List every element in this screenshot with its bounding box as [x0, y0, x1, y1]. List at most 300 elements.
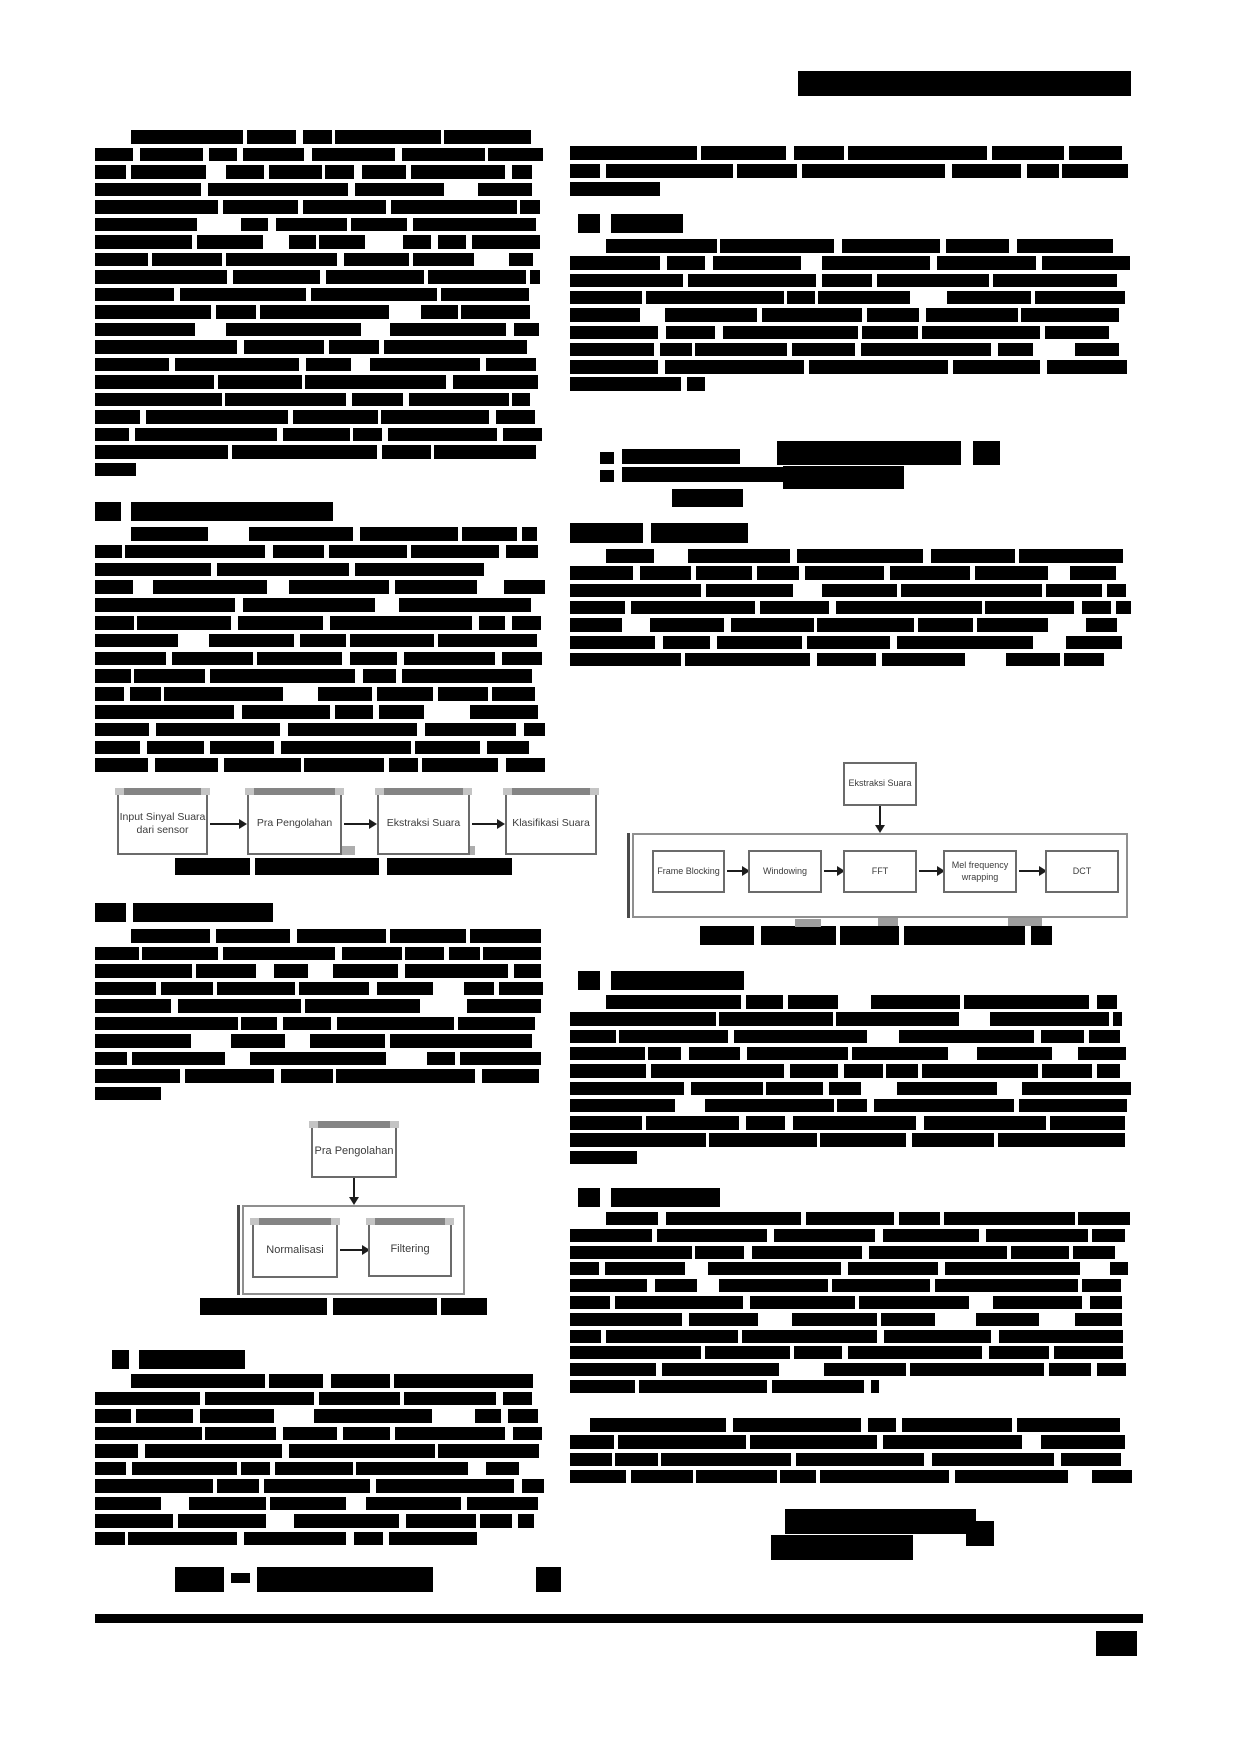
- redacted-block: [662, 1363, 779, 1376]
- redacted-block: [305, 375, 446, 389]
- arrow-head-icon: [349, 1197, 359, 1205]
- redacted-block: [733, 1418, 861, 1432]
- redacted-block: [389, 1532, 477, 1546]
- redacted-block: [244, 340, 324, 354]
- flow-box-windowing: [748, 850, 822, 893]
- redacted-block: [134, 669, 205, 683]
- redacted-block: [394, 1374, 533, 1388]
- redacted-block: [570, 1363, 656, 1376]
- redacted-block: [462, 527, 517, 541]
- redacted-block: [294, 1514, 399, 1528]
- redacted-block: [1069, 146, 1122, 160]
- redacted-block: [255, 858, 379, 875]
- redacted-block: [231, 1573, 250, 1583]
- redacted-block: [570, 1133, 706, 1147]
- redacted-block: [95, 669, 131, 683]
- redacted-block: [391, 200, 518, 214]
- redacted-block: [688, 549, 790, 563]
- redacted-block: [247, 130, 295, 144]
- redacted-block: [95, 410, 140, 424]
- redacted-block: [95, 1444, 138, 1458]
- redacted-block: [696, 566, 751, 580]
- redacted-block: [922, 1064, 1038, 1078]
- redacted-block: [688, 274, 816, 288]
- redacted-block: [570, 308, 640, 322]
- redacted-block: [95, 358, 169, 372]
- redacted-block: [836, 601, 982, 615]
- redacted-block: [146, 410, 288, 424]
- redacted-block: [618, 1435, 745, 1449]
- redacted-block: [935, 1279, 1078, 1292]
- redacted-block: [131, 165, 206, 179]
- redacted-block: [441, 288, 530, 302]
- redacted-block: [95, 270, 227, 284]
- redacted-block: [390, 1034, 532, 1048]
- redacted-block: [871, 995, 960, 1009]
- redacted-block: [945, 1262, 1080, 1275]
- redacted-block: [156, 723, 280, 737]
- redacted-block: [264, 1479, 370, 1493]
- redacted-block: [762, 308, 862, 322]
- redacted-block: [570, 1262, 599, 1275]
- redacted-block: [131, 1374, 265, 1388]
- redacted-block: [1008, 918, 1042, 926]
- redacted-block: [663, 636, 710, 650]
- redacted-block: [482, 1069, 539, 1083]
- arrow-head-icon: [239, 819, 247, 829]
- redacted-block: [1064, 653, 1104, 667]
- redacted-block: [514, 964, 542, 978]
- redacted-block: [570, 274, 683, 288]
- redacted-block: [305, 999, 420, 1013]
- redacted-block: [695, 1246, 744, 1259]
- redacted-block: [281, 741, 411, 755]
- arrow-line: [340, 1249, 362, 1251]
- redacted-block: [882, 653, 965, 667]
- redacted-block: [931, 549, 1015, 563]
- flow-box-ekstraksi-suara-parent: [843, 762, 917, 806]
- redacted-block: [95, 563, 211, 577]
- flow-box-fft: [843, 850, 917, 893]
- redacted-block: [837, 1099, 867, 1113]
- redacted-block: [977, 1047, 1052, 1061]
- redacted-block: [512, 393, 530, 407]
- redacted-block: [216, 305, 257, 319]
- redacted-block: [406, 1514, 476, 1528]
- redacted-block: [570, 256, 660, 270]
- redacted-block: [95, 1017, 238, 1031]
- redacted-block: [570, 291, 642, 305]
- redacted-block: [514, 323, 539, 337]
- redacted-block: [95, 1392, 200, 1406]
- redacted-block: [952, 164, 1021, 178]
- redacted-block: [226, 323, 361, 337]
- redacted-block: [461, 305, 529, 319]
- redacted-block: [153, 580, 267, 594]
- redacted-block: [734, 1030, 868, 1044]
- redacted-block: [95, 1532, 125, 1546]
- redacted-block: [1041, 1435, 1126, 1449]
- redacted-block: [136, 1409, 193, 1423]
- redacted-block: [95, 1087, 161, 1101]
- redacted-block: [746, 995, 783, 1009]
- redacted-block: [509, 253, 533, 267]
- redacted-block: [389, 758, 418, 772]
- redacted-block: [619, 1030, 727, 1044]
- redacted-block: [696, 1470, 777, 1484]
- redacted-block: [1049, 1363, 1091, 1376]
- redacted-block: [95, 1514, 173, 1528]
- redacted-block: [274, 964, 307, 978]
- redacted-block: [522, 527, 538, 541]
- redacted-block: [224, 758, 301, 772]
- redacted-block: [824, 1363, 906, 1376]
- redacted-block: [1035, 291, 1124, 305]
- redacted-block: [95, 253, 148, 267]
- flow-box-label: DCT: [1072, 865, 1092, 876]
- redacted-block: [486, 1462, 519, 1476]
- redacted-block: [355, 183, 444, 197]
- redacted-block: [95, 235, 192, 249]
- redacted-block: [95, 758, 148, 772]
- redacted-block: [241, 1462, 269, 1476]
- flow-box-mel-frequency-wrapping: [943, 850, 1017, 893]
- redacted-block: [333, 1298, 438, 1315]
- redacted-block: [152, 253, 222, 267]
- redacted-block: [95, 148, 133, 162]
- redacted-block: [705, 1346, 791, 1359]
- redacted-block: [993, 1296, 1082, 1309]
- redacted-block: [818, 291, 910, 305]
- redacted-block: [570, 1313, 682, 1326]
- arrow-head-icon: [497, 819, 505, 829]
- redacted-block: [95, 1614, 1143, 1623]
- redacted-block: [742, 1330, 877, 1343]
- redacted-block: [878, 918, 898, 926]
- redacted-block: [646, 1116, 738, 1130]
- redacted-block: [95, 375, 214, 389]
- redacted-block: [1031, 926, 1052, 945]
- redacted-block: [666, 326, 716, 340]
- redacted-block: [1086, 618, 1117, 632]
- redacted-block: [886, 1064, 918, 1078]
- redacted-block: [530, 270, 540, 284]
- redacted-block: [1097, 1363, 1126, 1376]
- redacted-block: [998, 343, 1032, 357]
- redacted-block: [1019, 1099, 1127, 1113]
- redacted-block: [226, 253, 337, 267]
- redacted-block: [720, 239, 834, 253]
- redacted-block: [964, 995, 1089, 1009]
- redacted-block: [421, 305, 458, 319]
- redacted-block: [731, 618, 813, 632]
- flow-box-label: Normalisasi: [266, 1243, 324, 1256]
- flow-box-label: Frame Blocking: [657, 865, 720, 876]
- redacted-block: [705, 1099, 833, 1113]
- redacted-block: [95, 288, 174, 302]
- redacted-block: [750, 1435, 877, 1449]
- redacted-block: [631, 1470, 693, 1484]
- redacted-block: [276, 218, 347, 232]
- redacted-block: [257, 652, 342, 666]
- redacted-block: [817, 653, 876, 667]
- redacted-block: [1022, 1082, 1131, 1096]
- redacted-block: [932, 1453, 1054, 1467]
- redacted-block: [216, 929, 291, 943]
- redacted-block: [257, 1567, 433, 1592]
- redacted-block: [975, 566, 1048, 580]
- redacted-block: [205, 1427, 276, 1441]
- redacted-block: [132, 1462, 237, 1476]
- redacted-block: [475, 1409, 501, 1423]
- redacted-block: [578, 971, 600, 990]
- flow-box-label: Filtering: [390, 1243, 430, 1256]
- flow-box-label: Klasifikasi Suara: [512, 817, 590, 830]
- redacted-block: [388, 428, 497, 442]
- redacted-block: [792, 343, 854, 357]
- redacted-block: [335, 130, 441, 144]
- redacted-block: [570, 601, 625, 615]
- redacted-block: [660, 343, 692, 357]
- redacted-block: [780, 1470, 815, 1484]
- redacted-block: [570, 1246, 692, 1259]
- redacted-block: [413, 218, 536, 232]
- redacted-block: [402, 148, 484, 162]
- redacted-block: [667, 256, 705, 270]
- redacted-block: [95, 445, 228, 459]
- redacted-block: [1017, 1418, 1121, 1432]
- arrow-line: [879, 806, 881, 826]
- redacted-block: [809, 360, 948, 374]
- redacted-block: [570, 182, 660, 196]
- redacted-block: [132, 1052, 225, 1066]
- redacted-block: [1062, 164, 1127, 178]
- redacted-block: [95, 687, 124, 701]
- redacted-block: [360, 527, 458, 541]
- redacted-block: [402, 669, 532, 683]
- redacted-block: [376, 1479, 513, 1493]
- redacted-block: [877, 274, 989, 288]
- redacted-block: [785, 1509, 976, 1534]
- redacted-block: [615, 1296, 743, 1309]
- redacted-block: [242, 705, 330, 719]
- redacted-block: [689, 1047, 740, 1061]
- redacted-block: [275, 1462, 352, 1476]
- redacted-block: [946, 239, 1010, 253]
- redacted-block: [231, 1034, 285, 1048]
- redacted-block: [883, 1229, 979, 1242]
- redacted-block: [606, 239, 717, 253]
- redacted-block: [1047, 360, 1127, 374]
- flow-box-normalisasi: [252, 1223, 338, 1278]
- redacted-block: [1097, 1064, 1119, 1078]
- redacted-block: [570, 1099, 675, 1113]
- redacted-block: [793, 1116, 916, 1130]
- redacted-block: [840, 926, 898, 945]
- redacted-block: [719, 1279, 828, 1292]
- redacted-block: [210, 741, 274, 755]
- redacted-block: [241, 218, 269, 232]
- redacted-block: [95, 580, 133, 594]
- redacted-block: [691, 1082, 763, 1096]
- redacted-block: [331, 1374, 390, 1388]
- redacted-block: [869, 1246, 1007, 1259]
- redacted-block: [910, 1363, 1044, 1376]
- redacted-block: [1113, 1012, 1122, 1026]
- redacted-block: [479, 616, 505, 630]
- redacted-block: [506, 758, 545, 772]
- redacted-block: [1027, 164, 1059, 178]
- redacted-block: [142, 947, 218, 961]
- redacted-block: [639, 1380, 767, 1393]
- flow-box-klasifikasi-suara: [505, 793, 597, 855]
- redacted-block: [570, 343, 654, 357]
- redacted-block: [337, 1017, 454, 1031]
- redacted-block: [131, 502, 333, 521]
- redacted-block: [200, 1409, 275, 1423]
- flow-box-label: Input Sinyal Suara dari sensor: [119, 810, 206, 836]
- redacted-block: [370, 358, 480, 372]
- redacted-block: [570, 1453, 612, 1467]
- redacted-block: [578, 214, 600, 233]
- redacted-block: [112, 1350, 129, 1369]
- redacted-block: [901, 584, 1041, 598]
- redacted-block: [269, 165, 322, 179]
- redacted-block: [807, 636, 890, 650]
- redacted-block: [404, 652, 495, 666]
- redacted-block: [924, 1116, 1047, 1130]
- redacted-block: [611, 971, 744, 990]
- redacted-block: [1021, 308, 1119, 322]
- redacted-block: [848, 1262, 938, 1275]
- flow-box-frame-blocking: [652, 850, 725, 893]
- redacted-block: [95, 964, 192, 978]
- redacted-block: [155, 758, 218, 772]
- redacted-block: [578, 1188, 600, 1207]
- redacted-block: [606, 1330, 739, 1343]
- redacted-block: [570, 146, 697, 160]
- redacted-block: [238, 616, 323, 630]
- redacted-block: [766, 1082, 823, 1096]
- redacted-block: [666, 1212, 801, 1225]
- redacted-block: [570, 1380, 635, 1393]
- redacted-block: [145, 1444, 282, 1458]
- redacted-block: [606, 164, 733, 178]
- redacted-block: [293, 410, 378, 424]
- redacted-block: [871, 1380, 879, 1393]
- redacted-block: [318, 687, 372, 701]
- redacted-block: [196, 964, 256, 978]
- redacted-block: [570, 618, 622, 632]
- redacted-block: [311, 288, 437, 302]
- redacted-block: [904, 926, 1025, 945]
- redacted-block: [631, 601, 755, 615]
- redacted-block: [570, 1064, 646, 1078]
- redacted-block: [1075, 343, 1120, 357]
- redacted-block: [655, 1279, 697, 1292]
- redacted-block: [999, 1330, 1123, 1343]
- redacted-block: [486, 358, 537, 372]
- redacted-block: [570, 1012, 716, 1026]
- redacted-block: [362, 165, 406, 179]
- redacted-block: [95, 1427, 202, 1441]
- redacted-block: [973, 441, 1000, 465]
- redacted-block: [992, 146, 1063, 160]
- redacted-block: [1097, 995, 1117, 1009]
- redacted-block: [986, 1229, 1088, 1242]
- redacted-block: [325, 165, 354, 179]
- flow-box-dct: [1045, 850, 1119, 893]
- redacted-block: [518, 1514, 535, 1528]
- redacted-block: [449, 947, 480, 961]
- redacted-block: [95, 340, 237, 354]
- redacted-block: [405, 964, 508, 978]
- redacted-block: [458, 1017, 535, 1031]
- redacted-block: [223, 947, 335, 961]
- redacted-block: [492, 687, 535, 701]
- redacted-block: [881, 1313, 935, 1326]
- redacted-block: [757, 566, 799, 580]
- redacted-block: [147, 741, 204, 755]
- redacted-block: [1019, 549, 1123, 563]
- redacted-block: [175, 1567, 224, 1592]
- redacted-block: [985, 601, 1074, 615]
- redacted-block: [717, 636, 802, 650]
- redacted-block: [250, 1052, 387, 1066]
- redacted-block: [520, 200, 540, 214]
- redacted-block: [303, 130, 332, 144]
- redacted-block: [522, 1479, 544, 1493]
- redacted-block: [243, 148, 304, 162]
- redacted-block: [797, 549, 922, 563]
- redacted-block: [852, 1047, 948, 1061]
- redacted-block: [218, 375, 302, 389]
- redacted-block: [648, 1047, 681, 1061]
- redacted-block: [453, 375, 538, 389]
- redacted-block: [496, 410, 535, 424]
- redacted-block: [131, 527, 208, 541]
- redacted-block: [746, 1116, 785, 1130]
- redacted-block: [333, 964, 398, 978]
- redacted-block: [205, 1392, 314, 1406]
- redacted-block: [312, 148, 395, 162]
- redacted-block: [366, 1497, 461, 1511]
- redacted-block: [217, 563, 349, 577]
- arrow-line: [1019, 870, 1039, 872]
- redacted-block: [350, 634, 434, 648]
- redacted-block: [135, 428, 277, 442]
- redacted-block: [241, 1017, 276, 1031]
- redacted-block: [273, 545, 324, 559]
- redacted-block: [1075, 1313, 1123, 1326]
- redacted-block: [329, 545, 407, 559]
- redacted-block: [1110, 1262, 1128, 1275]
- redacted-block: [993, 274, 1117, 288]
- redacted-block: [363, 669, 396, 683]
- redacted-block: [695, 343, 787, 357]
- redacted-block: [897, 1082, 997, 1096]
- redacted-block: [377, 687, 433, 701]
- redacted-block: [822, 256, 929, 270]
- redacted-block: [1116, 601, 1131, 615]
- redacted-block: [409, 393, 509, 407]
- redacted-block: [209, 148, 236, 162]
- redacted-block: [1017, 239, 1114, 253]
- redacted-block: [319, 235, 365, 249]
- redacted-block: [868, 1418, 896, 1432]
- redacted-block: [777, 441, 961, 465]
- redacted-block: [723, 326, 858, 340]
